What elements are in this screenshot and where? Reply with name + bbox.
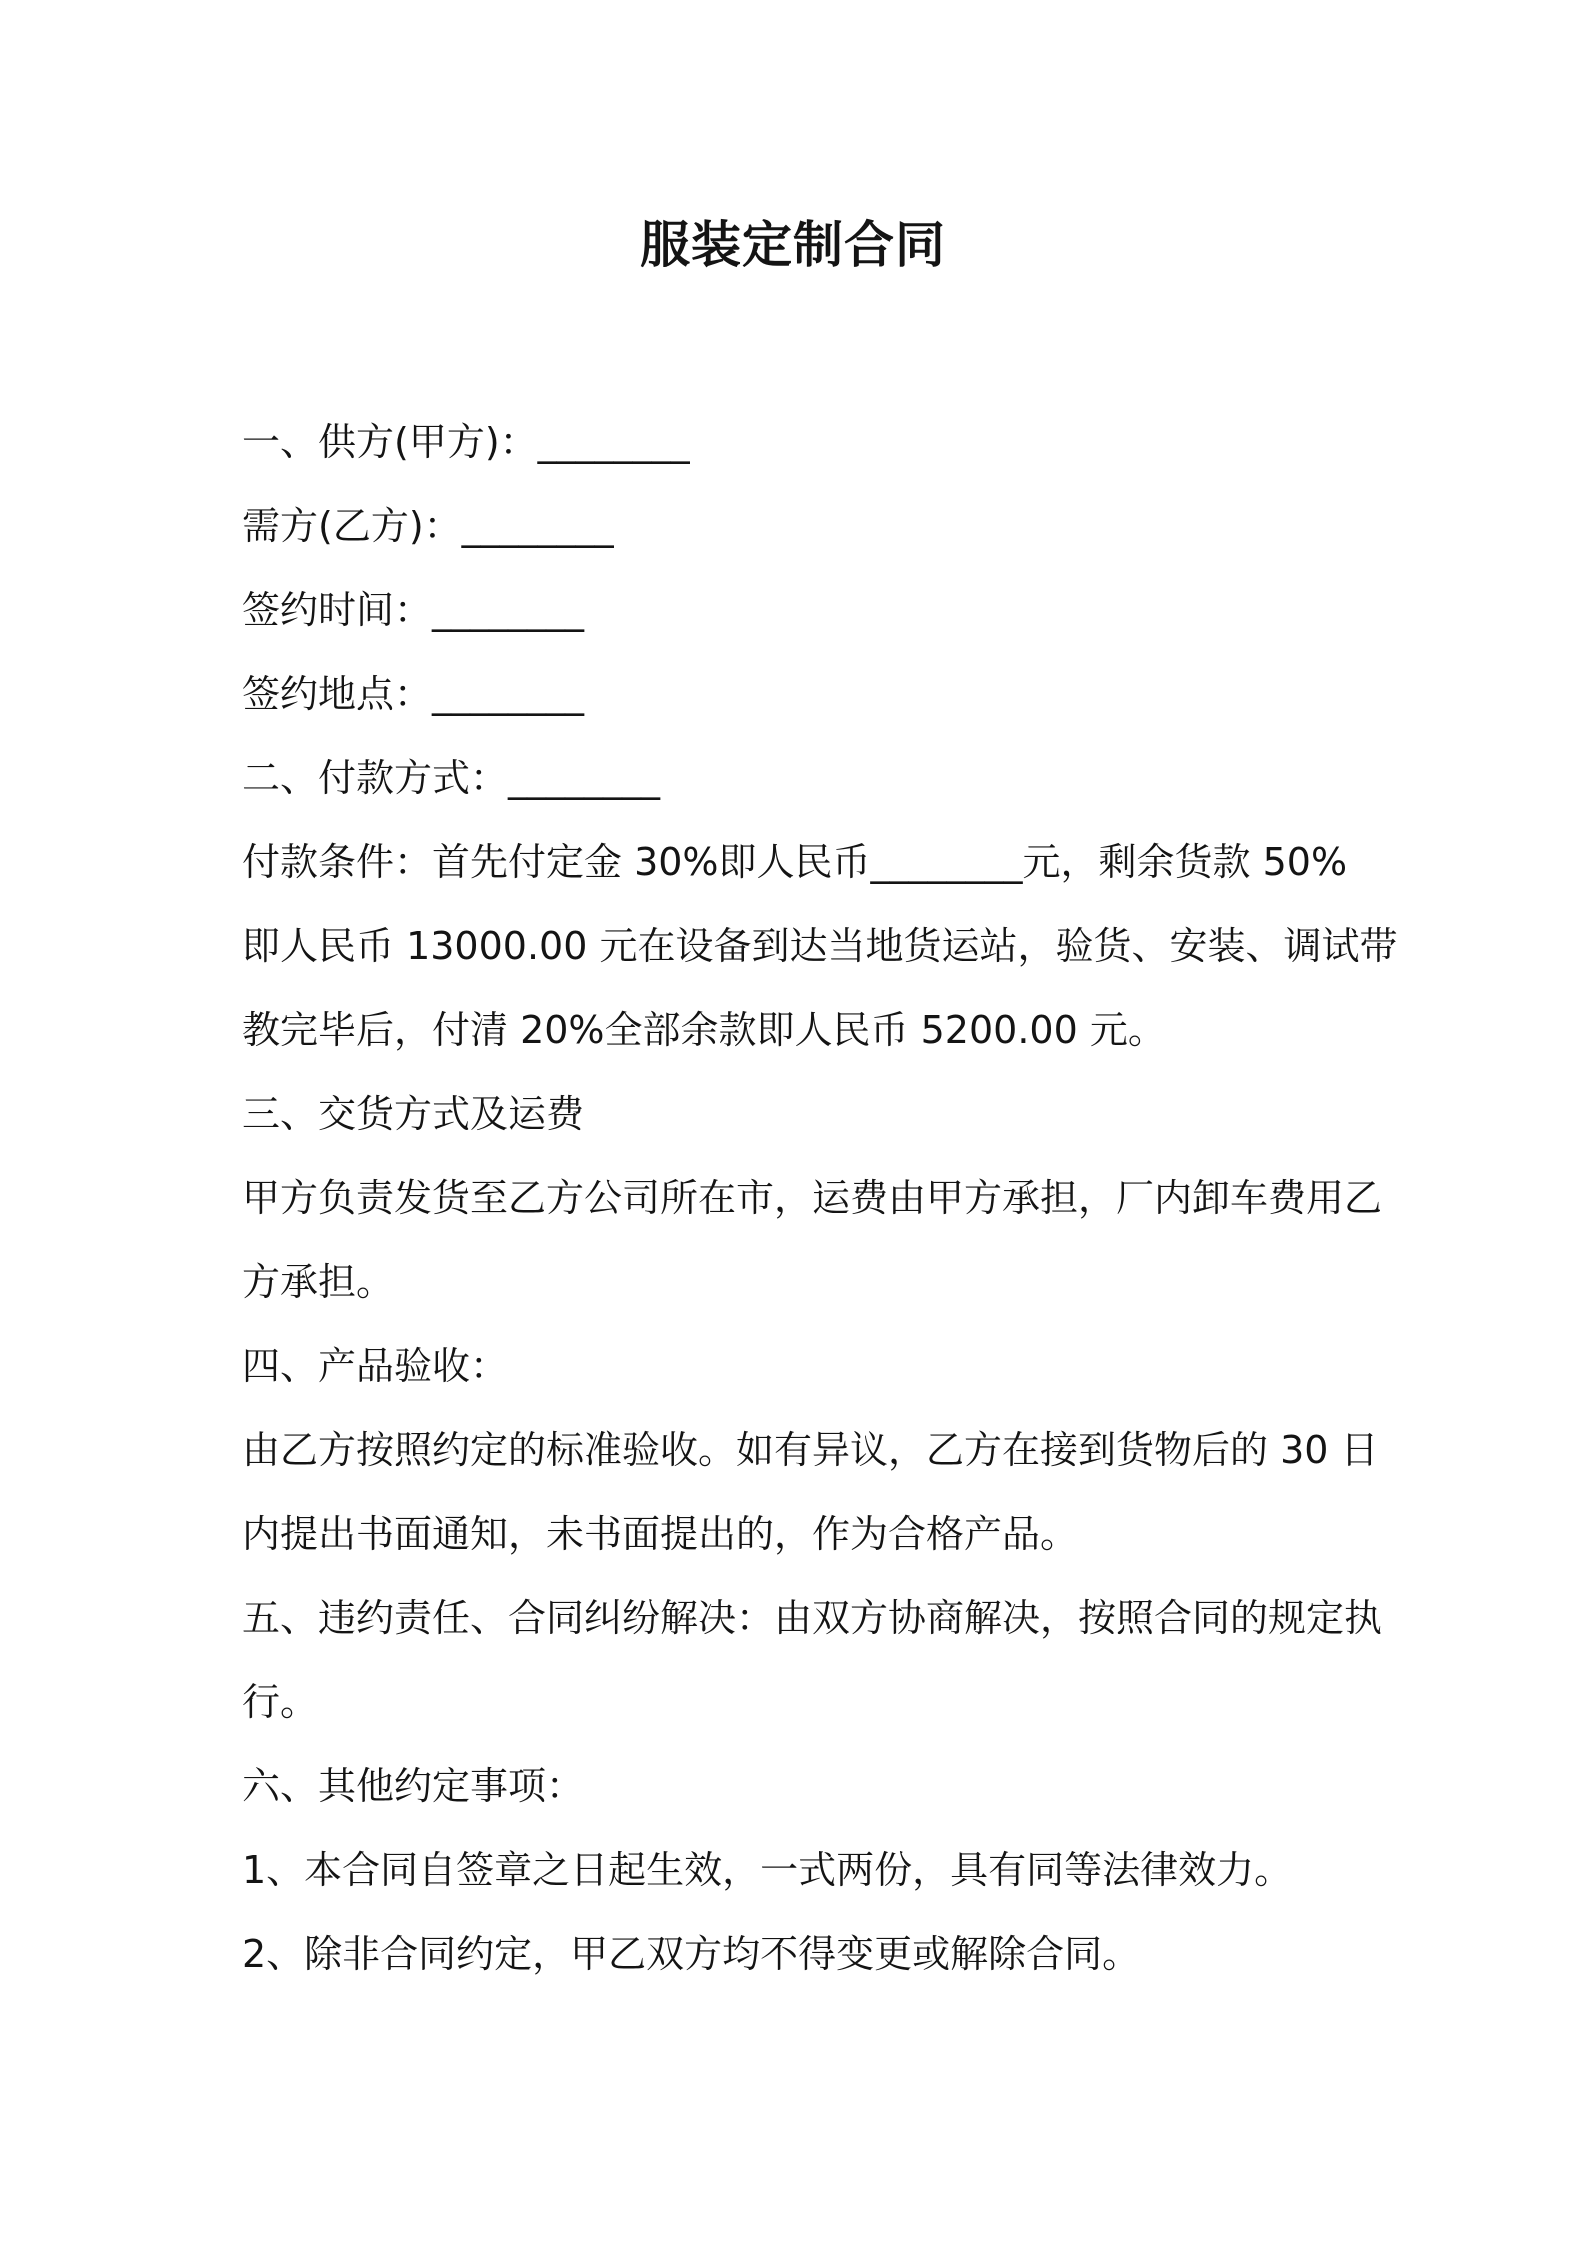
payment-terms-line-3: 教完毕后，付清 20%全部余款即人民币 5200.00 元。 bbox=[242, 1008, 1166, 1052]
acceptance-heading: 四、产品验收： bbox=[242, 1344, 509, 1388]
other-terms-item-2: 2、除非合同约定，甲乙双方均不得变更或解除合同。 bbox=[242, 1932, 1141, 1976]
party-b-line: 需方(乙方)：________ bbox=[242, 504, 614, 548]
delivery-line-1: 甲方负责发货至乙方公司所在市，运费由甲方承担，厂内卸车费用乙 bbox=[242, 1176, 1383, 1220]
payment-terms-line-2: 即人民币 13000.00 元在设备到达当地货运站，验货、安装、调试带 bbox=[242, 924, 1398, 968]
delivery-line-2: 方承担。 bbox=[242, 1260, 395, 1304]
party-a-line: 一、供方(甲方)：________ bbox=[242, 420, 690, 464]
other-terms-heading: 六、其他约定事项： bbox=[242, 1764, 585, 1808]
liability-line-2: 行。 bbox=[242, 1680, 319, 1724]
signing-place-line: 签约地点：________ bbox=[242, 672, 585, 716]
signing-time-line: 签约时间：________ bbox=[242, 588, 585, 632]
acceptance-line-1: 由乙方按照约定的标准验收。如有异议，乙方在接到货物后的 30 日 bbox=[242, 1428, 1379, 1472]
document-body bbox=[242, 400, 1398, 1996]
liability-line-1: 五、违约责任、合同纠纷解决：由双方协商解决，按照合同的规定执 bbox=[242, 1596, 1383, 1640]
payment-method-line: 二、付款方式：________ bbox=[242, 756, 661, 800]
payment-terms-line-1: 付款条件：首先付定金 30%即人民币________元，剩余货款 50% bbox=[242, 840, 1348, 884]
delivery-heading: 三、交货方式及运费 bbox=[242, 1092, 585, 1136]
other-terms-item-1: 1、本合同自签章之日起生效，一式两份，具有同等法律效力。 bbox=[242, 1848, 1293, 1892]
document-title: 服装定制合同 bbox=[640, 216, 946, 274]
acceptance-line-2: 内提出书面通知，未书面提出的，作为合格产品。 bbox=[242, 1512, 1079, 1556]
